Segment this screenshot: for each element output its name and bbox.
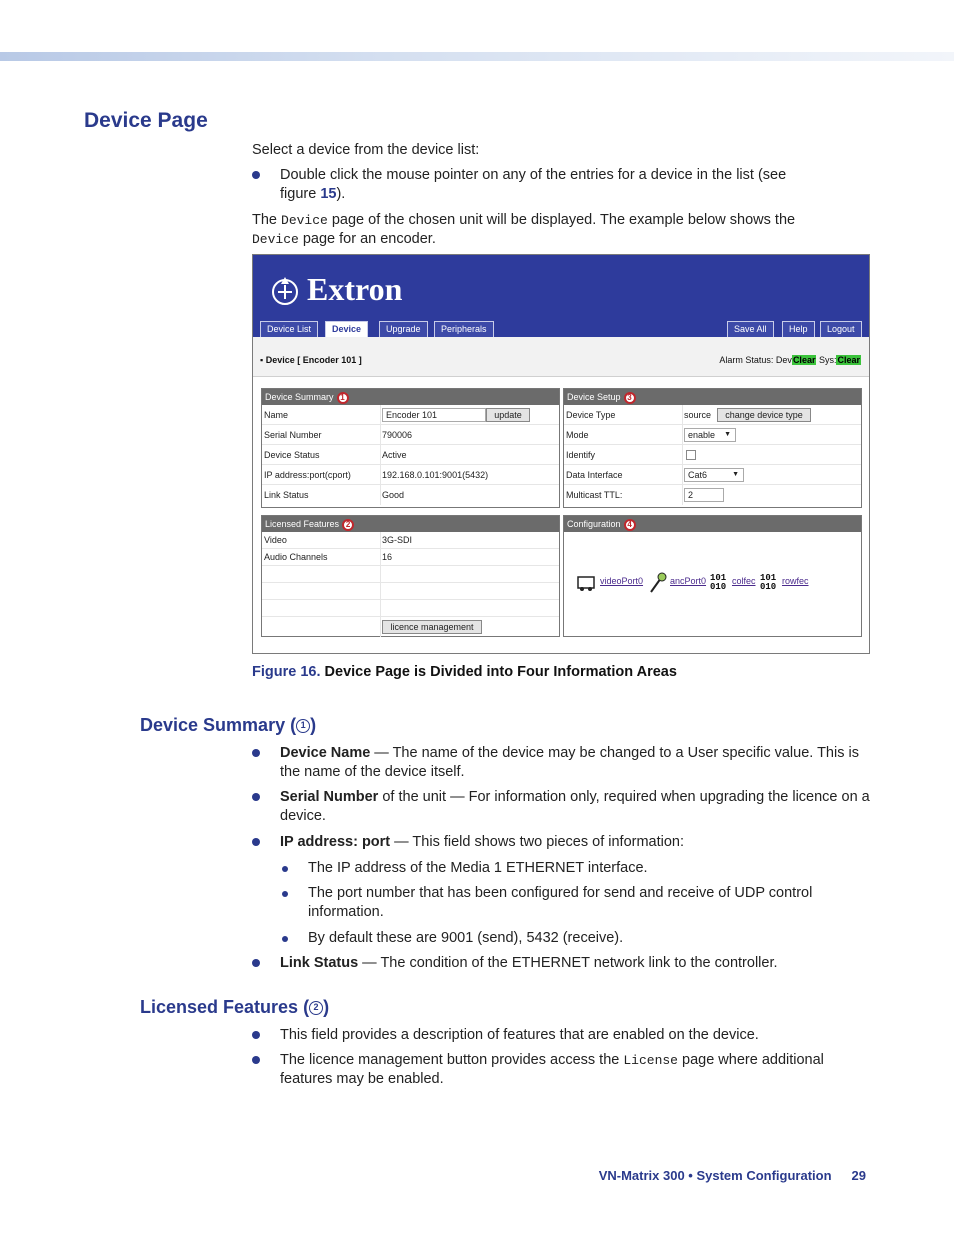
figure-link[interactable]: 15 [320, 186, 337, 202]
save-all-button[interactable]: Save All [727, 321, 774, 337]
setup-row-type [564, 405, 861, 425]
panel-header [564, 389, 861, 405]
bullet-icon [252, 749, 260, 757]
summary-row-status [262, 445, 559, 465]
colfec-bits-icon [710, 574, 726, 592]
dev-clear-badge: Clear [792, 355, 816, 365]
update-button[interactable]: update [486, 408, 530, 422]
extron-logo-icon [269, 275, 301, 307]
setup-row-identify [564, 445, 861, 465]
device-page-screenshot [252, 254, 870, 654]
brand-logo: Extron [307, 271, 403, 307]
configuration-panel [563, 515, 862, 637]
sys-label: Sys: [818, 355, 837, 365]
bits-top: 101 [710, 573, 727, 583]
setup-row-mode [564, 425, 861, 445]
row-value: Good [382, 490, 405, 500]
description-paragraph [252, 211, 852, 249]
licensed-row-empty [262, 566, 559, 583]
row-value: 3G-SDI [382, 535, 413, 545]
row-label: IP address:port(cport) [264, 470, 351, 480]
licensed-row-button [262, 617, 559, 637]
para-text: page for an encoder. [298, 231, 436, 247]
logout-button[interactable]: Logout [820, 321, 862, 337]
anc-port-link[interactable]: ancPort0 [670, 576, 707, 586]
bullet-text: — The name of the device may be changed to a User specific value. This is the name of the device itself. [280, 745, 859, 780]
page-footer [599, 1168, 866, 1183]
circled-number-1: 1 [296, 719, 310, 733]
summary-row-link [262, 485, 559, 505]
marker-2: 2 [342, 519, 354, 531]
data-interface-value: Cat6 [688, 470, 708, 480]
row-label: Link Status [264, 490, 309, 500]
licensed-row-video [262, 532, 559, 549]
bullet-text: — This field shows two pieces of information: [390, 834, 685, 850]
row-label: Data Interface [566, 470, 623, 480]
marker-1: 1 [337, 392, 349, 404]
setup-row-data-interface [564, 465, 861, 485]
bullet-icon [252, 959, 260, 967]
code-device: Device [252, 232, 299, 247]
device-name-input[interactable]: Encoder 101 [382, 408, 486, 422]
row-value: 192.168.0.101:9001(5432) [382, 470, 489, 480]
device-title-text: Device [ Encoder 101 ] [265, 355, 362, 365]
row-value: source [684, 410, 712, 420]
panel-title: Device Setup [567, 392, 621, 402]
device-title [260, 355, 362, 365]
bullet-term: Serial Number [280, 789, 379, 805]
bits-bottom: 010 [760, 582, 777, 592]
device-summary-heading [140, 715, 316, 736]
ttl-input[interactable]: 2 [684, 488, 724, 502]
bullet-term: IP address: port [280, 834, 391, 850]
tab-upgrade[interactable]: Upgrade [379, 321, 428, 337]
bits-top: 101 [760, 573, 777, 583]
para-text: page of the chosen unit will be displayed. The example below shows the [327, 212, 796, 228]
row-label: Video [264, 535, 287, 545]
bits-bottom: 010 [710, 582, 727, 592]
anc-port-icon [648, 572, 668, 594]
tab-peripherals[interactable]: Peripherals [434, 321, 494, 337]
figure-caption [252, 664, 677, 680]
heading-paren: ) [323, 997, 330, 1017]
bullet-text: This field provides a description of features that are enabled on the device. [280, 1027, 759, 1043]
row-label: Serial Number [264, 430, 322, 440]
bullet-text-end: page where additional features may be enabled. [280, 1052, 824, 1087]
page-title: Device Page [84, 109, 208, 132]
alarm-label: Alarm Status: Dev [719, 355, 792, 365]
panel-header [564, 516, 861, 532]
para-text: The [252, 212, 282, 228]
app-header [253, 255, 869, 337]
licensed-row-empty [262, 600, 559, 617]
rowfec-link[interactable]: rowfec [782, 576, 809, 586]
licensed-features-panel [261, 515, 560, 637]
bullet-text: of the unit — For information only, required when upgrading the licence on a device. [280, 789, 870, 824]
alarm-status [719, 355, 861, 365]
bullet-icon [252, 1056, 260, 1064]
summary-row-serial [262, 425, 559, 445]
bullet-text-end: ). [336, 186, 346, 202]
chevron-down-icon: ▼ [724, 431, 731, 438]
bullet-text: Double click the mouse pointer on any of the entries for a device in the list (see figure [280, 167, 787, 202]
rowfec-bits-icon [760, 574, 776, 592]
licensed-row-audio [262, 549, 559, 566]
bullet-text: The licence management button provides access the [280, 1052, 624, 1068]
bullet-term: Link Status [280, 955, 359, 971]
data-interface-select[interactable] [684, 468, 744, 482]
tab-device[interactable]: Device [325, 321, 368, 337]
bullet-icon [252, 838, 260, 846]
intro-text: Select a device from the device list: [252, 142, 480, 158]
change-device-type-button[interactable]: change device type [717, 408, 811, 422]
panel-title: Licensed Features [265, 519, 340, 529]
heading-text: Device Summary ( [140, 715, 297, 735]
mode-select[interactable] [684, 428, 736, 442]
bullet-icon [282, 936, 288, 942]
panel-title: Configuration [567, 519, 621, 529]
bullet-icon [252, 793, 260, 801]
top-gradient-bar [0, 52, 954, 61]
row-label: Audio Channels [264, 552, 328, 562]
help-button[interactable]: Help [782, 321, 815, 337]
licensed-features-heading [140, 997, 329, 1018]
heading-paren: ) [310, 715, 317, 735]
panel-header [262, 389, 559, 405]
identify-checkbox[interactable] [686, 450, 696, 460]
video-port-link[interactable]: videoPort0 [600, 576, 644, 586]
summary-row-name [262, 405, 559, 425]
row-label: Mode [566, 430, 589, 440]
bullet-text: The IP address of the Media 1 ETHERNET interface. [308, 860, 648, 876]
circled-number-2: 2 [309, 1001, 323, 1015]
bullet-text: By default these are 9001 (send), 5432 (receive). [308, 930, 624, 946]
setup-row-ttl [564, 485, 861, 505]
bullet-icon [252, 171, 260, 179]
code-device: Device [281, 213, 328, 228]
colfec-link[interactable]: colfec [732, 576, 756, 586]
panel-title: Device Summary [265, 392, 334, 402]
figure-title: Device Page is Divided into Four Information Areas [324, 664, 677, 680]
bullet-text: — The condition of the ETHERNET network link to the controller. [358, 955, 778, 971]
bullet-term: Device Name [280, 745, 371, 761]
video-port-icon [576, 574, 598, 592]
row-value: 790006 [382, 430, 413, 440]
row-label: Device Status [264, 450, 320, 460]
device-setup-panel [563, 388, 862, 508]
row-label: Identify [566, 450, 596, 460]
bullet-icon [282, 891, 288, 897]
heading-text: Licensed Features ( [140, 997, 310, 1017]
figure-label: Figure 16. [252, 664, 321, 680]
footer-title: VN-Matrix 300 • System Configuration [598, 1168, 832, 1183]
marker-4: 4 [624, 519, 636, 531]
marker-3: 3 [624, 392, 636, 404]
bullet-text: The port number that has been configured for send and receive of UDP control information. [308, 885, 813, 920]
page-number: 29 [851, 1168, 866, 1183]
summary-row-ip [262, 465, 559, 485]
mode-value: enable [688, 430, 716, 440]
bullet-icon [282, 866, 288, 872]
device-summary-panel [261, 388, 560, 508]
device-icon: ▪ [260, 355, 264, 365]
chevron-down-icon: ▼ [732, 471, 739, 478]
licensed-row-empty [262, 583, 559, 600]
row-label: Device Type [566, 410, 616, 420]
row-value: 16 [382, 552, 393, 562]
tab-device-list[interactable]: Device List [260, 321, 318, 337]
sys-clear-badge: Clear [837, 355, 860, 365]
row-label: Name [264, 410, 289, 420]
bullet-icon [252, 1031, 260, 1039]
code-license: License [623, 1053, 678, 1068]
row-label: Multicast TTL: [566, 490, 623, 500]
row-value: Active [382, 450, 407, 460]
panel-header [262, 516, 559, 532]
licence-management-button[interactable]: licence management [382, 620, 482, 634]
